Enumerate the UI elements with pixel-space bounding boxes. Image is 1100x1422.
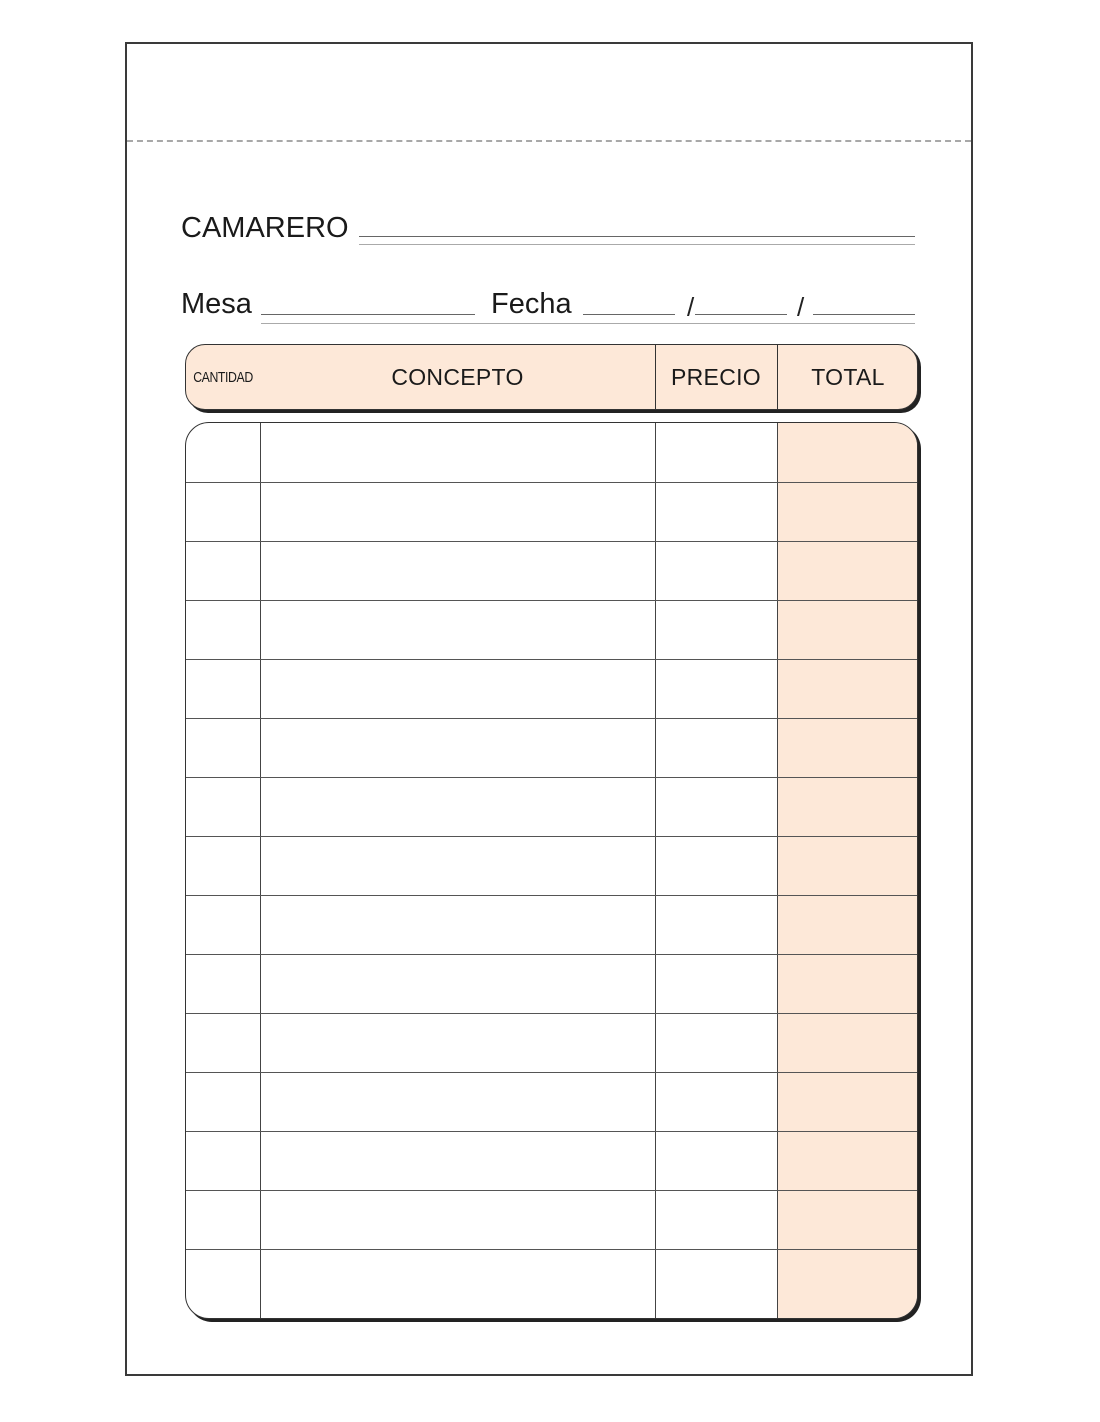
table-row[interactable]: [186, 1013, 917, 1072]
waiter-underline: [359, 244, 915, 245]
date-year-field[interactable]: [813, 314, 915, 315]
table-row[interactable]: [186, 600, 917, 659]
waiter-field[interactable]: [359, 236, 915, 237]
table-row[interactable]: [186, 1131, 917, 1190]
line-items-table: [185, 422, 918, 1319]
perforation-line: [127, 140, 971, 142]
date-separator-1: /: [687, 292, 695, 322]
receipt-sheet: [125, 42, 973, 1376]
date-day-field[interactable]: [583, 314, 675, 315]
header-quantity: CANTIDAD: [193, 368, 253, 386]
date-label: Fecha: [491, 288, 572, 320]
table-row[interactable]: [186, 895, 917, 954]
table-row[interactable]: [186, 1249, 917, 1308]
date-separator-2: /: [797, 292, 805, 322]
table-row[interactable]: [186, 1190, 917, 1249]
table-header: [185, 344, 918, 410]
table-row[interactable]: [186, 777, 917, 836]
date-month-field[interactable]: [695, 314, 787, 315]
table-row[interactable]: [186, 718, 917, 777]
table-label: Mesa: [181, 288, 252, 320]
table-row[interactable]: [186, 482, 917, 541]
table-row[interactable]: [186, 423, 917, 482]
table-row[interactable]: [186, 1072, 917, 1131]
table-field[interactable]: [261, 314, 475, 315]
waiter-label: CAMARERO: [181, 212, 349, 244]
table-row[interactable]: [186, 659, 917, 718]
date-underline: [261, 323, 915, 324]
table-row[interactable]: [186, 541, 917, 600]
table-row[interactable]: [186, 954, 917, 1013]
header-concept: CONCEPTO: [260, 345, 655, 409]
header-price: PRECIO: [671, 363, 761, 390]
header-total: TOTAL: [811, 363, 885, 390]
table-row[interactable]: [186, 836, 917, 895]
